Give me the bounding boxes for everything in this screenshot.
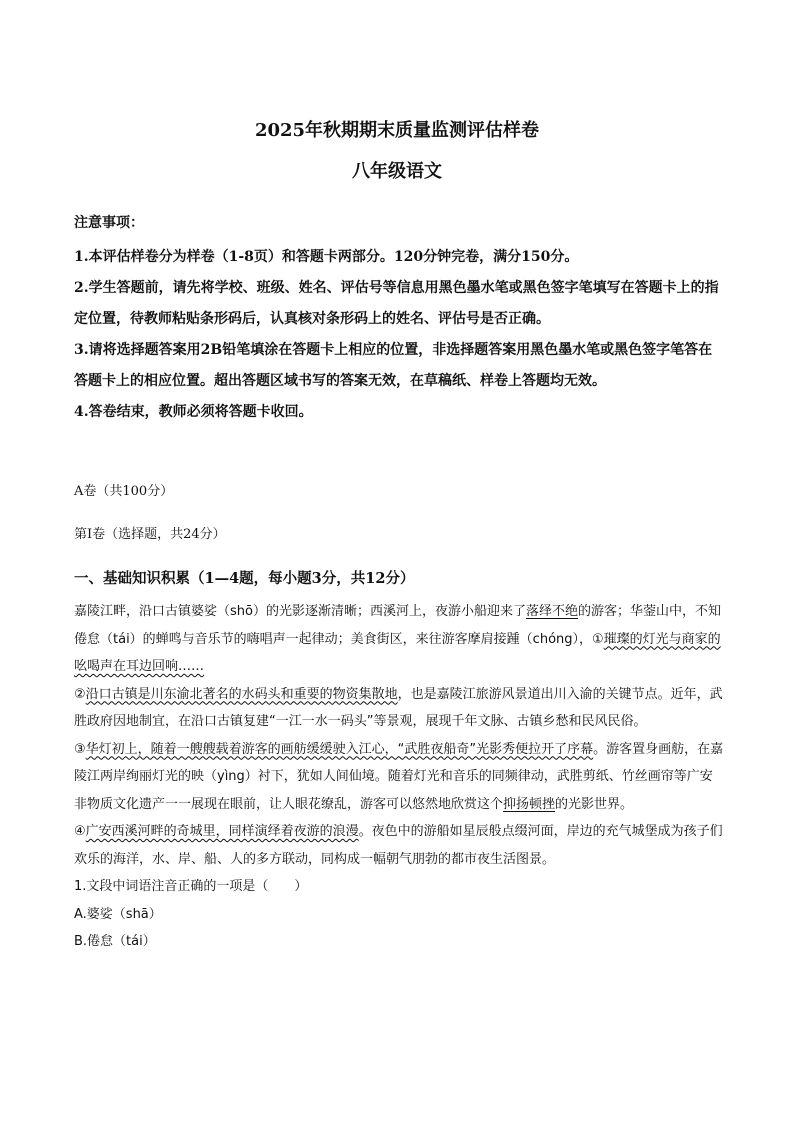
underlined-phrase: 落绎不绝 xyxy=(525,604,578,619)
wavy-underlined-sentence: 广安西溪河畔的奇城里，同样演绎着夜游的浪漫 xyxy=(85,824,359,839)
notes-list xyxy=(74,242,724,428)
note-item-3: 3.请将选择题答案用2B铅笔填涂在答题卡上相应的位置，非选择题答案用黑色墨水笔或黑色签字笔答在答题卡上的相应位置。超出答题区域书写的答案无效，在草稿纸、样卷上答题均无效。 xyxy=(74,342,713,389)
paragraph-4 xyxy=(74,818,724,873)
text-run: 的光影世界。 xyxy=(555,796,634,812)
text-run: 的游客；华蓥山中，不知倦怠（tái）的蝉鸣与音乐节的嗨唱声一起律动；美食街区，来往游客摩肩接踵（chóng），① xyxy=(74,604,721,647)
option-a: A.婆娑（shā） xyxy=(74,906,162,922)
text-run: 。夜色中的游船如星辰般点缀河面，岸边的充气城堡成为孩子们欢乐的海洋，水、岸、船、人的多方联动，同构成一幅朝气朋勃的都市夜生活图景。 xyxy=(74,824,723,867)
text-run: ，也是嘉陵江旅游风景道出川入渝的关键节点。近年，武胜政府因地制宜，在沿口古镇复建“一江一水一码头”等景观，展现千年文脉、古镇乡愁和民风民俗。 xyxy=(74,686,723,729)
underlined-phrase: 抑扬顿挫 xyxy=(503,796,556,812)
notes-heading: 注意事项： xyxy=(74,215,144,231)
note-item-4: 4.答卷结束，教师必须将答题卡收回。 xyxy=(74,404,313,420)
note-item-1: 1.本评估样卷分为样卷（1-8页）和答题卡两部分。120分钟完卷，满分150分。 xyxy=(74,249,579,265)
exam-subtitle: 八年级语文 xyxy=(352,161,442,182)
text-run: ② xyxy=(74,686,86,702)
paragraph-2 xyxy=(74,681,724,736)
question-1: 1.文段中词语注音正确的一项是（ ） xyxy=(74,879,308,894)
text-run: 嘉陵江畔，沿口古镇婆娑（shō）的光影逐渐清晰；西溪河上，夜游小船迎来了 xyxy=(74,604,526,619)
reading-passage xyxy=(74,598,724,956)
paragraph-3 xyxy=(74,736,724,819)
volume-1-label: 第Ⅰ卷（选择题，共24分） xyxy=(74,527,226,542)
section-1-heading: 一、基础知识积累（1—4题，每小题3分，共12分） xyxy=(74,570,415,587)
exam-title: 2025年秋期期末质量监测评估样卷 xyxy=(254,120,540,141)
wavy-underlined-sentence: 沿口古镇是川东渝北著名的水码头和重要的物资集散地 xyxy=(85,686,398,702)
wavy-underlined-sentence: 华灯初上，随着一艘艘载着游客的画舫缓缓驶入江心，“武胜夜船奇”光影秀便拉开了序幕 xyxy=(85,741,594,757)
text-run: 。游客置身画舫，在嘉陵江两岸绚丽灯光的映（yìng）衬下，犹如人间仙境。随着灯光和音乐的同频律动，武胜剪纸、竹丝画帘等广安非物质文化遗产一一展现在眼前，让人眼花缭乱，游客可以悠然地欣赏这个 xyxy=(74,741,724,812)
text-run: ③ xyxy=(74,741,86,757)
option-b: B.倦怠（tái） xyxy=(74,934,156,949)
wavy-underlined-sentence: 璀璨的灯光与商家的吆喝声在耳边回响…… xyxy=(74,631,721,674)
part-a-label: A卷（共100分） xyxy=(74,484,174,499)
text-run: ④ xyxy=(74,824,86,839)
note-item-2: 2.学生答题前，请先将学校、班级、姓名、评估号等信息用黑色墨水笔或黑色签字笔填写在答题卡上的指定位置，待教师粘贴条形码后，认真核对条形码上的姓名、评估号是否正确。 xyxy=(74,280,719,327)
paragraph-1 xyxy=(74,598,724,681)
